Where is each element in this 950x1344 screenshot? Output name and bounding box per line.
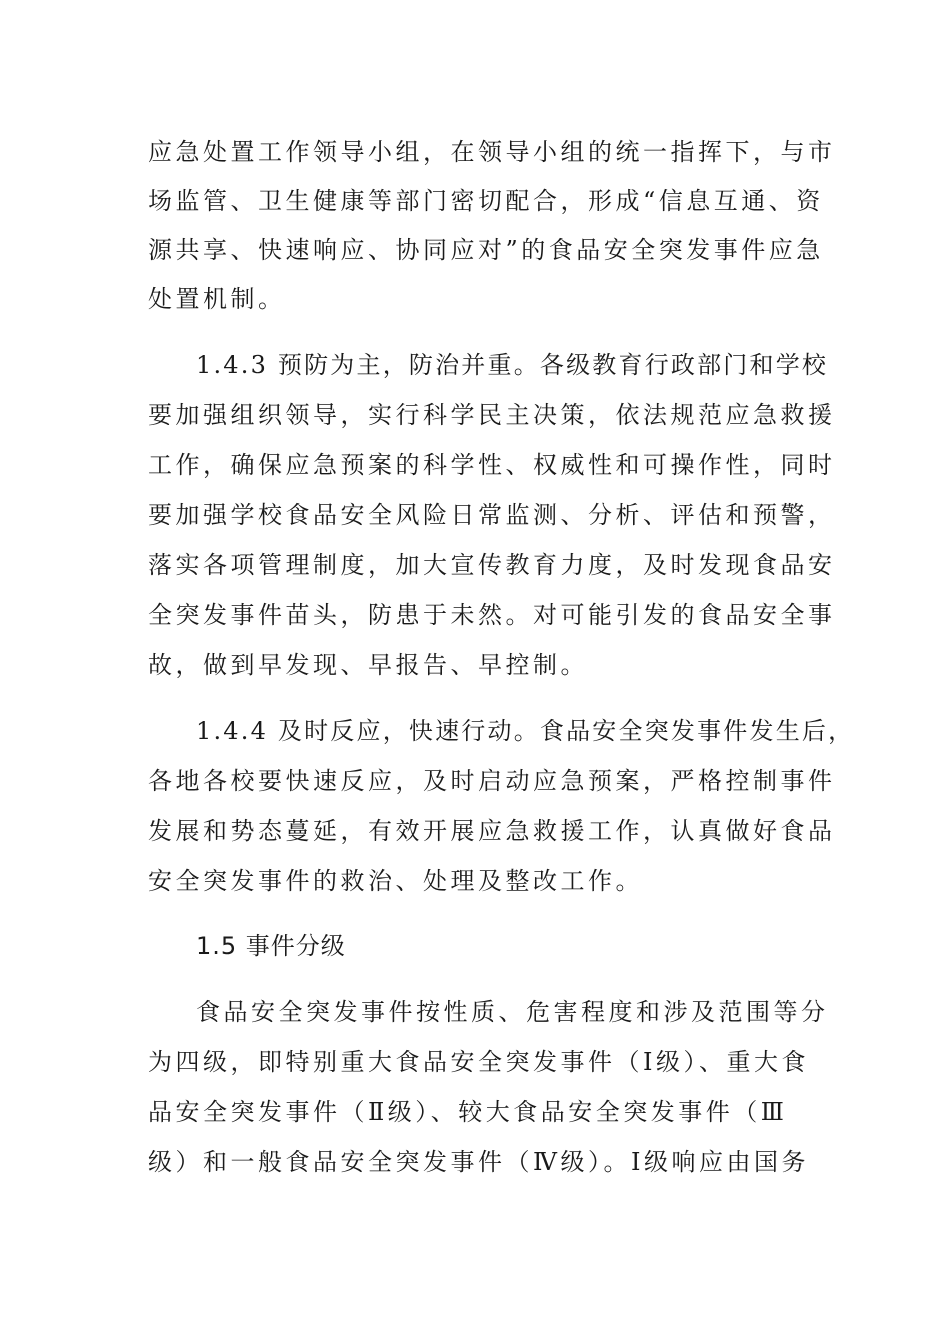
paragraph-line: 为四级，即特别重大食品安全突发事件（Ⅰ级）、重大食 bbox=[148, 1048, 809, 1076]
paragraph-line: 各地各校要快速反应，及时启动应急预案，严格控制事件 bbox=[148, 767, 836, 795]
paragraph-line: 发展和势态蔓延，有效开展应急救援工作，认真做好食品 bbox=[148, 817, 836, 845]
paragraph-line: 源共享、快速响应、协同应对”的食品安全突发事件应急 bbox=[148, 236, 824, 264]
paragraph-line: 要加强组织领导，实行科学民主决策，依法规范应急救援 bbox=[148, 401, 836, 429]
paragraph-line: 场监管、卫生健康等部门密切配合，形成“信息互通、资 bbox=[148, 187, 824, 215]
paragraph-line: 工作，确保应急预案的科学性、权威性和可操作性，同时 bbox=[148, 451, 836, 479]
section-1-4-4-line: 1.4.4 及时反应，快速行动。食品安全突发事件发生后， bbox=[196, 717, 855, 745]
paragraph-line: 食品安全突发事件按性质、危害程度和涉及范围等分 bbox=[196, 998, 829, 1026]
paragraph-line: 安全突发事件的救治、处理及整改工作。 bbox=[148, 867, 643, 895]
paragraph-line: 品安全突发事件（Ⅱ级）、较大食品安全突发事件（Ⅲ bbox=[148, 1098, 788, 1126]
paragraph-line: 级）和一般食品安全突发事件（Ⅳ级）。Ⅰ级响应由国务 bbox=[148, 1148, 809, 1176]
paragraph-line: 处置机制。 bbox=[148, 285, 286, 313]
paragraph-line: 要加强学校食品安全风险日常监测、分析、评估和预警， bbox=[148, 501, 836, 529]
section-1-4-3-line: 1.4.3 预防为主，防治并重。各级教育行政部门和学校 bbox=[196, 351, 829, 379]
paragraph-line: 落实各项管理制度，加大宣传教育力度，及时发现食品安 bbox=[148, 551, 836, 579]
paragraph-line: 故，做到早发现、早报告、早控制。 bbox=[148, 651, 588, 679]
section-heading-1-5: 1.5 事件分级 bbox=[196, 932, 346, 960]
paragraph-line: 全突发事件苗头，防患于未然。对可能引发的食品安全事 bbox=[148, 601, 836, 629]
paragraph-line: 应急处置工作领导小组，在领导小组的统一指挥下，与市 bbox=[148, 138, 836, 166]
